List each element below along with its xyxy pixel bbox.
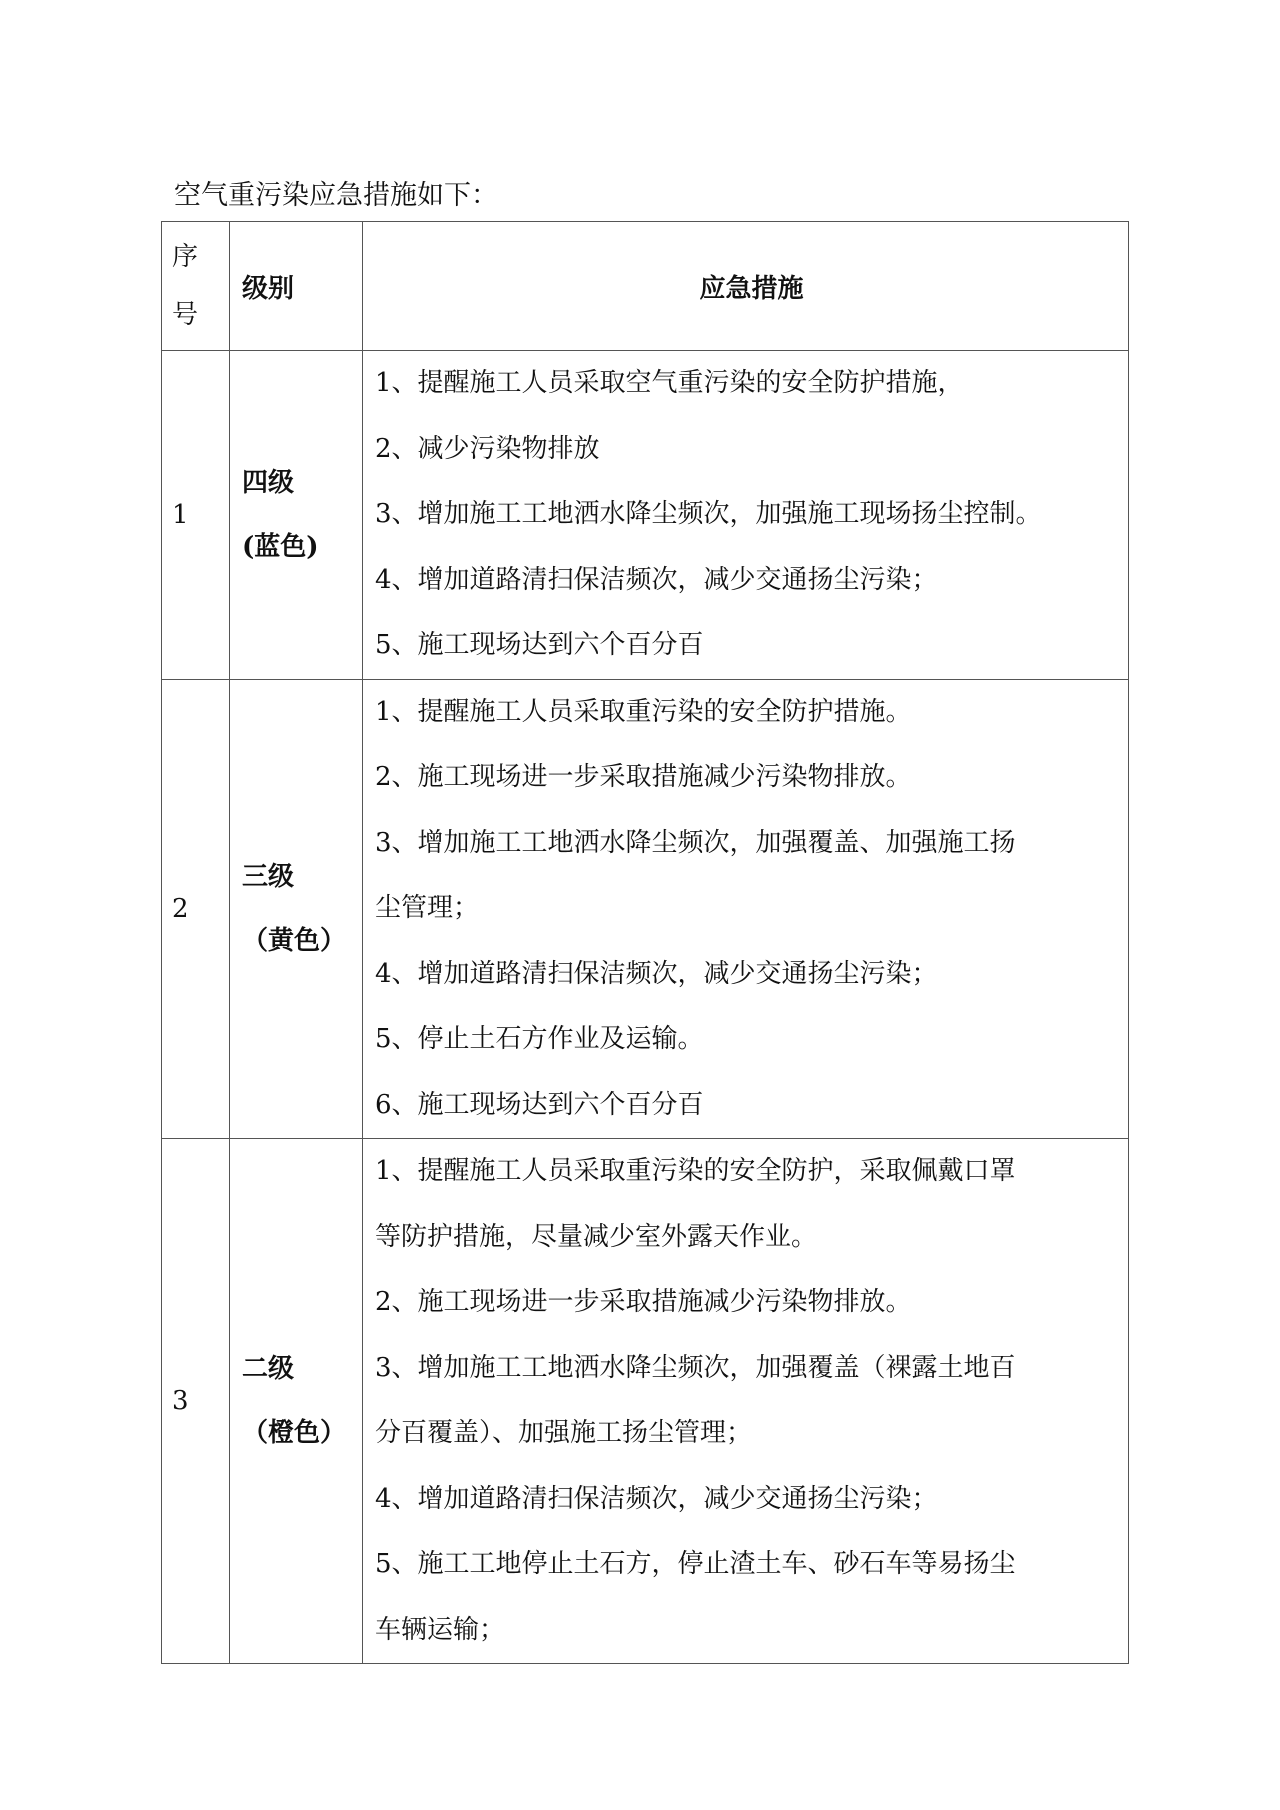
level-text: 二级	[242, 1354, 295, 1384]
measure-line: 5、施工现场达到六个百分百	[375, 630, 704, 660]
emergency-measures-table	[161, 221, 1129, 1664]
measure-line: 等防护措施，尽量减少室外露天作业。	[375, 1221, 818, 1252]
table-header-row	[162, 222, 1129, 351]
header-level: 级别	[230, 222, 363, 351]
measure-line: 1、提醒施工人员采取重污染的安全防护措施。	[375, 696, 912, 727]
row-measures	[363, 1139, 1129, 1664]
document-heading: 空气重污染应急措施如下：	[174, 180, 498, 211]
measure-line: 1、提醒施工人员采取空气重污染的安全防护措施，	[375, 368, 964, 398]
measure-line: 5、施工工地停止土石方，停止渣土车、砂石车等易扬尘	[375, 1549, 1016, 1579]
measure-line: 6、施工现场达到六个百分百	[375, 1089, 704, 1120]
measure-line: 1、提醒施工人员采取重污染的安全防护，采取佩戴口罩	[375, 1156, 1016, 1186]
measure-line: 2、施工现场进一步采取措施减少污染物排放。	[375, 1287, 912, 1317]
row-measures	[363, 679, 1129, 1139]
measure-line: 4、增加道路清扫保洁频次，减少交通扬尘污染；	[375, 1483, 938, 1514]
level-text: （黄色）	[242, 925, 347, 956]
level-text: 三级	[242, 861, 295, 892]
measure-line: 2、减少污染物排放	[375, 433, 600, 464]
row-measures	[363, 351, 1129, 680]
table-row	[162, 351, 1129, 680]
row-seq: 3	[162, 1139, 230, 1664]
measure-line: 3、增加施工工地洒水降尘频次，加强覆盖、加强施工扬	[375, 827, 1016, 858]
row-level	[230, 351, 363, 680]
header-seq-line: 号	[172, 300, 199, 330]
measure-line: 3、增加施工工地洒水降尘频次，加强施工现场扬尘控制。	[375, 499, 1042, 529]
row-level	[230, 679, 363, 1139]
header-measures: 应急措施	[363, 222, 1129, 351]
measure-line: 2、施工现场进一步采取措施减少污染物排放。	[375, 762, 912, 792]
level-text: 四级	[242, 467, 295, 498]
measure-line: 分百覆盖）、加强施工扬尘管理；	[375, 1418, 753, 1448]
row-level	[230, 1139, 363, 1664]
measure-line: 4、增加道路清扫保洁频次，减少交通扬尘污染；	[375, 958, 938, 989]
measure-line: 4、增加道路清扫保洁频次，减少交通扬尘污染；	[375, 564, 938, 595]
level-text: (蓝色)	[242, 531, 319, 562]
table-row	[162, 1139, 1129, 1664]
row-seq: 2	[162, 679, 230, 1139]
table-row	[162, 679, 1129, 1139]
measure-line: 车辆运输；	[375, 1614, 506, 1645]
measure-line: 5、停止土石方作业及运输。	[375, 1024, 704, 1054]
row-seq: 1	[162, 351, 230, 680]
level-text: （橙色）	[242, 1418, 347, 1448]
header-seq-line: 序	[172, 242, 199, 272]
header-seq	[162, 222, 230, 351]
measure-line: 尘管理；	[375, 893, 480, 923]
measure-line: 3、增加施工工地洒水降尘频次，加强覆盖（裸露土地百	[375, 1352, 1016, 1383]
